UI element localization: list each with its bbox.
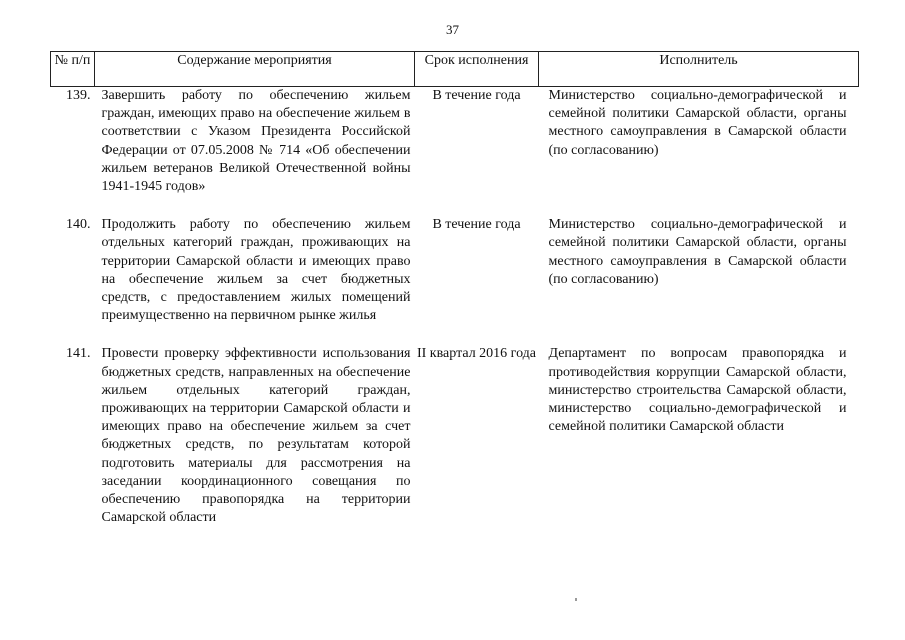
table-header <box>51 52 859 87</box>
row-executor: Министерство социально-демографической и семейной политики Самарской области, органы местного самоуправления в Самарской области (по согласованию) <box>548 217 847 287</box>
row-number: 140. <box>66 217 91 233</box>
table-row <box>51 216 859 325</box>
table-row <box>51 87 859 197</box>
row-number: 141. <box>66 346 91 362</box>
row-term: В течение года <box>432 88 521 103</box>
scan-artifact <box>575 598 577 601</box>
row-term: II квартал 2016 года <box>416 346 537 362</box>
row-number: 139. <box>66 88 91 103</box>
header-executor: Исполнитель <box>539 52 859 87</box>
action-plan-table <box>50 51 859 527</box>
row-content: Продолжить работу по обеспечению жильем отдельных категорий граждан, проживающих на территории Самарской области и имеющих право на обеспечение жильем за счет бюджетных средств, с предоставлением жилых помещений преимущественно на первичном рынке жилья <box>101 217 411 324</box>
header-num: № п/п <box>51 52 95 87</box>
row-content: Провести проверку эффективности использования бюджетных средств, направленных на обеспечение жильем отдельных категорий граждан, проживающих на территории Самарской области и имеющих право на обеспечение жильем за счет бюджетных средств, по результатам которой подготовить материалы для рассмотрения на заседании координационного совещания по обеспечению правопорядка на территории Самарской области <box>101 346 411 526</box>
page-number: 37 <box>446 22 459 37</box>
header-term: Срок исполнения <box>415 52 539 87</box>
row-spacer <box>51 196 859 216</box>
table-row <box>51 345 859 527</box>
row-spacer <box>51 325 859 345</box>
row-term: В течение года <box>432 217 521 233</box>
header-row <box>51 52 859 87</box>
header-content: Содержание мероприятия <box>95 52 415 87</box>
table-body <box>51 87 859 528</box>
row-content: Завершить работу по обеспечению жильем граждан, имеющих право на обеспечение жильем в соответствии с Указом Президента Российской Федерации от 07.05.2008 № 714 «Об обеспечении жильем ветеранов Великой Отечественной войны 1941-1945 годов» <box>101 88 411 195</box>
row-executor: Министерство социально-демографической и семейной политики Самарской области, органы местного самоуправления в Самарской области (по согласованию) <box>548 88 847 158</box>
row-executor: Департамент по вопросам правопорядка и противодействия коррупции Самарской области, министерство строительства Самарской области, министерство социально-демографической и семейной политики Самарской области <box>548 346 847 435</box>
